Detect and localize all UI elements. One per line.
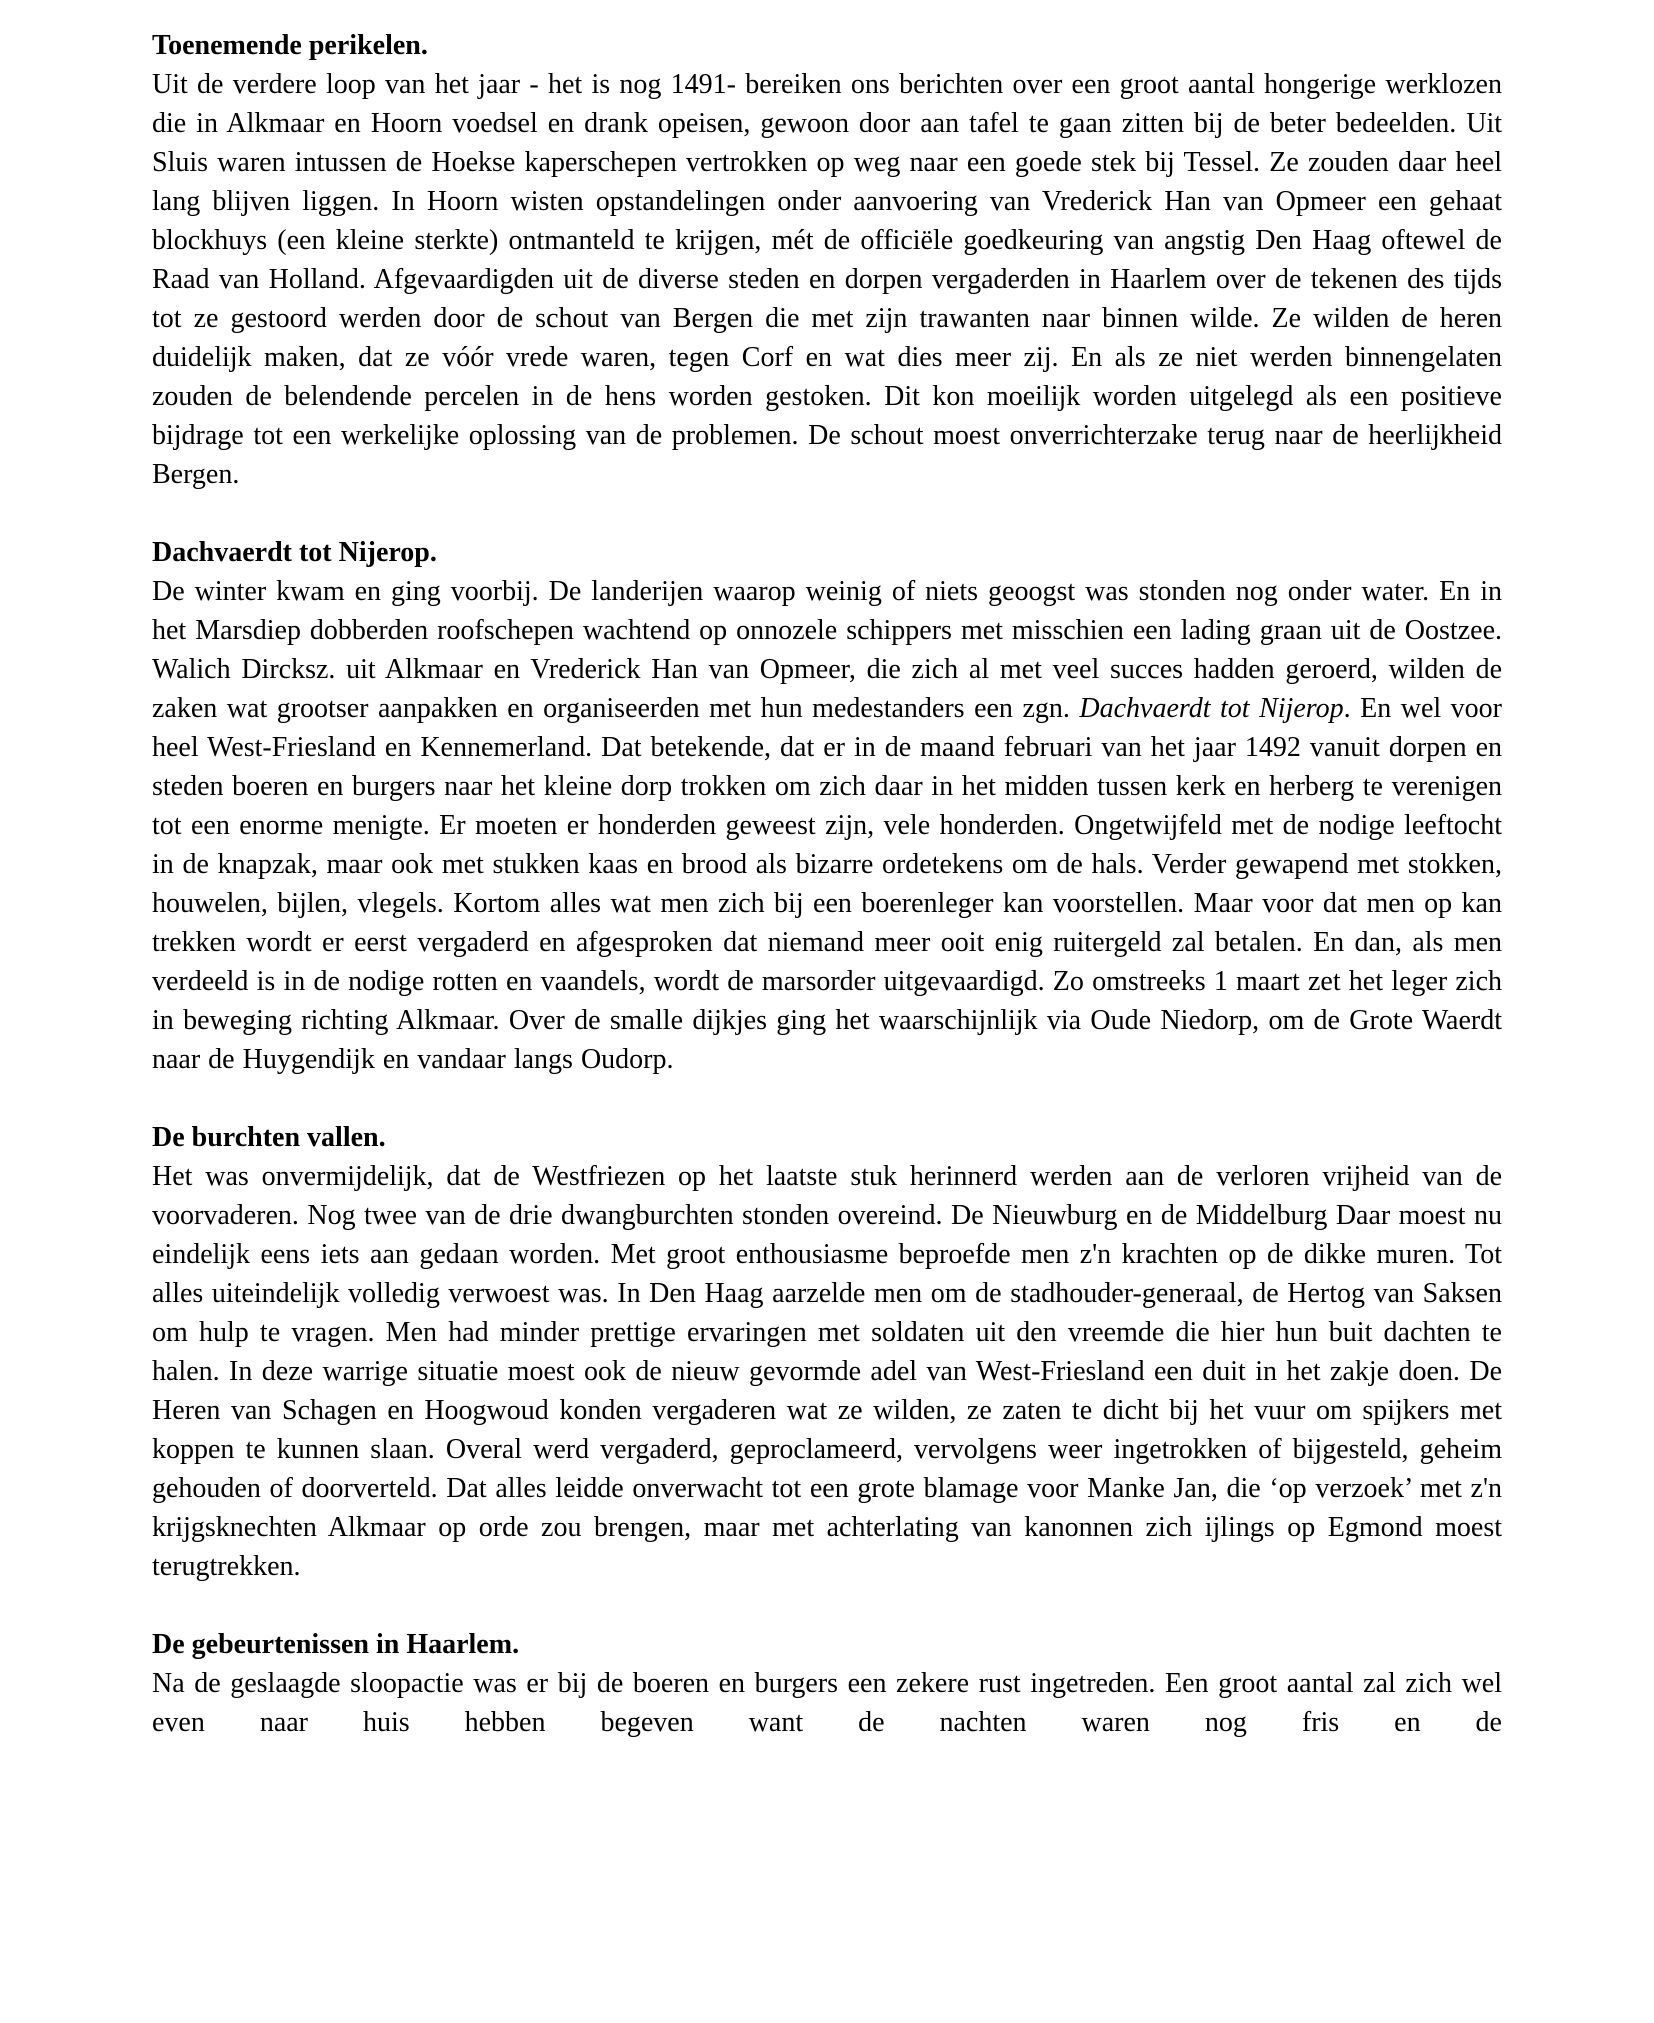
section-paragraph: Na de geslaagde sloopactie was er bij de boeren en burgers een zekere rust ingetreden. Een groot aantal zal zich wel even naar huis hebben begeven want de nachten waren nog fris en de — [152, 1668, 1502, 1738]
section-paragraph — [152, 572, 1502, 1079]
section-de-burchten-vallen — [152, 1118, 1502, 1586]
section-heading: De burchten vallen. — [152, 1122, 386, 1153]
section-heading: Toenemende perikelen. — [152, 30, 428, 61]
paragraph-segment: . En wel voor heel West-Friesland en Kennemerland. Dat betekende, dat er in de maand februari van het jaar 1492 vanuit dorpen en steden boeren en burgers naar het kleine dorp trokken om zich daar in het midden tussen kerk en herberg te verenigen tot een enorme menigte. Er moeten er honderden geweest zijn, vele honderden. Ongetwijfeld met de nodige leeftocht in de knapzak, maar ook met stukken kaas en brood als bizarre ordetekens om de hals. Verder gewapend met stokken, houwelen, bijlen, vlegels. Kortom alles wat men zich bij een boerenleger kan voorstellen. Maar voor dat men op kan trekken wordt er eerst vergaderd en afgesproken dat niemand meer ooit enig ruitergeld zal betalen. En dan, als men verdeeld is in de nodige rotten en vaandels, wordt de marsorder uitgevaardigd. Zo omstreeks 1 maart zet het leger zich in beweging richting Alkmaar. Over de smalle dijkjes ging het waarschijnlijk via Oude Niedorp, om de Grote Waerdt naar de Huygendijk en vandaar langs Oudorp. — [152, 693, 1502, 1075]
section-heading: Dachvaerdt tot Nijerop. — [152, 537, 437, 568]
section-paragraph: Het was onvermijdelijk, dat de Westfriezen op het laatste stuk herinnerd werden aan de verloren vrijheid van de voorvaderen. Nog twee van de drie dwangburchten stonden overeind. De Nieuwburg en de Middelburg Daar moest nu eindelijk eens iets aan gedaan worden. Met groot enthousiasme beproefde men z'n krachten op de dikke muren. Tot alles uiteindelijk volledig verwoest was. In Den Haag aarzelde men om de stadhouder-generaal, de Hertog van Saksen om hulp te vragen. Men had minder prettige ervaringen met soldaten uit den vreemde die hier hun buit dachten te halen. In deze warrige situatie moest ook de nieuw gevormde adel van West-Friesland een duit in het zakje doen. De Heren van Schagen en Hoogwoud konden vergaderen wat ze wilden, ze zaten te dicht bij het vuur om spijkers met koppen te kunnen slaan. Overal werd vergaderd, geproclameerd, vervolgens weer ingetrokken of bijgesteld, geheim gehouden of doorverteld. Dat alles leidde onverwacht tot een grote blamage voor Manke Jan, die ‘op verzoek’ met z'n krijgsknechten Alkmaar op orde zou brengen, maar met achterlating van kanonnen zich ijlings op Egmond moest terugtrekken. — [152, 1161, 1502, 1582]
section-toenemende-perikelen — [152, 26, 1502, 494]
section-paragraph: Uit de verdere loop van het jaar - het is nog 1491- bereiken ons berichten over een groot aantal hongerige werklozen die in Alkmaar en Hoorn voedsel en drank opeisen, gewoon door aan tafel te gaan zitten bij de beter bedeelden. Uit Sluis waren intussen de Hoekse kaperschepen vertrokken op weg naar een goede stek bij Tessel. Ze zouden daar heel lang blijven liggen. In Hoorn wisten opstandelingen onder aanvoering van Vrederick Han van Opmeer een gehaat blockhuys (een kleine sterkte) ontmanteld te krijgen, mét de officiële goedkeuring van angstig Den Haag oftewel de Raad van Holland. Afgevaardigden uit de diverse steden en dorpen vergaderden in Haarlem over de tekenen des tijds tot ze gestoord werden door de schout van Bergen die met zijn trawanten naar binnen wilde. Ze wilden de heren duidelijk maken, dat ze vóór vrede waren, tegen Corf en wat dies meer zij. En als ze niet werden binnengelaten zouden de belendende percelen in de hens worden gestoken. Dit kon moeilijk worden uitgelegd als een positieve bijdrage tot een werkelijke oplossing van de problemen. De schout moest onverrichterzake terug naar de heerlijkheid Bergen. — [152, 69, 1502, 490]
section-dachvaerdt-tot-nijerop — [152, 533, 1502, 1079]
italic-phrase: Dachvaerdt tot Nijerop — [1079, 693, 1344, 724]
section-de-gebeurtenissen-in-haarlem — [152, 1625, 1502, 1742]
section-heading: De gebeurtenissen in Haarlem. — [152, 1629, 520, 1660]
paragraph-segment: De winter kwam en ging voorbij. De landerijen waarop weinig of niets geoogst was stonden nog onder water. En in het Marsdiep dobberden roofschepen wachtend op onnozele schippers met misschien een lading graan uit de Oostzee. Walich Dircksz. uit Alkmaar en Vrederick Han van Opmeer, die zich al met veel succes hadden geroerd, wilden de zaken wat grootser aanpakken en organiseerden met hun medestanders een zgn. — [152, 576, 1502, 724]
